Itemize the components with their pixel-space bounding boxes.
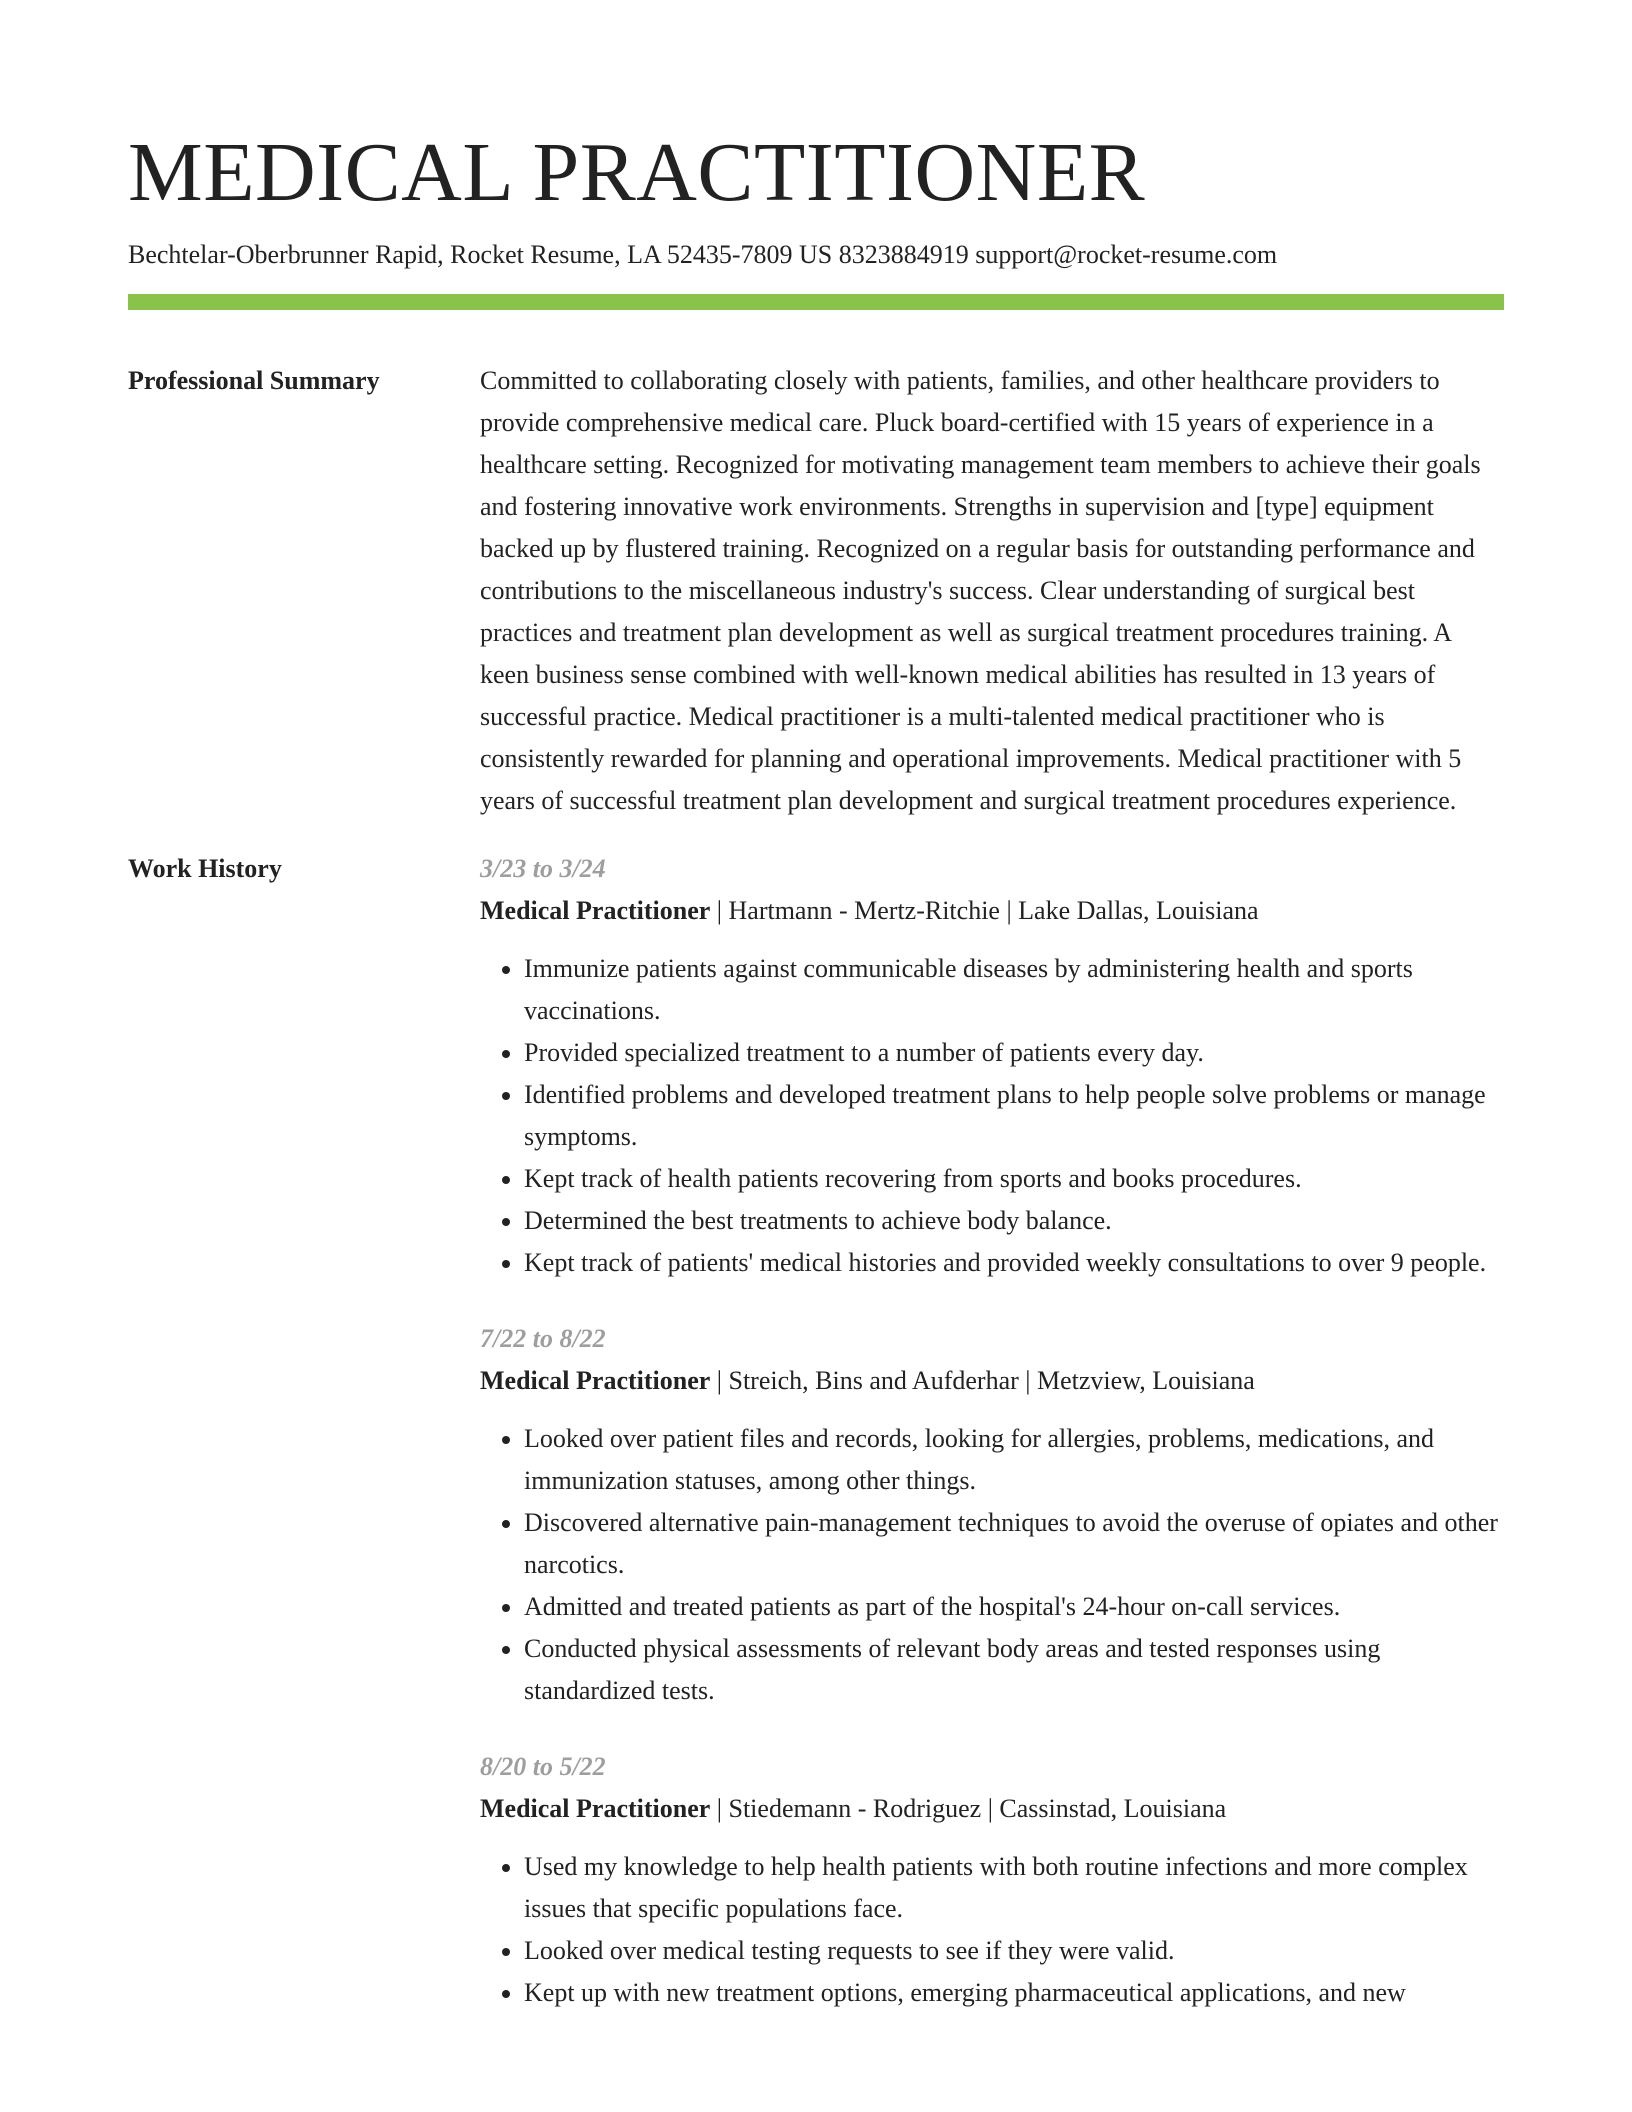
- work-history-list: [480, 848, 1504, 2014]
- contact-email: support@rocket-resume.com: [975, 240, 1278, 269]
- job-title: Medical Practitioner: [480, 896, 711, 925]
- job-details: | Streich, Bins and Aufderhar | Metzview, Louisiana: [710, 1366, 1255, 1395]
- job-title: Medical Practitioner: [480, 1366, 711, 1395]
- job-dates: 3/23 to 3/24: [480, 854, 606, 883]
- duty-item: • Looked over medical testing requests to see if they were valid.: [524, 1930, 1504, 1972]
- duty-item: • Used my knowledge to help health patients with both routine infections and more complex issues that specific populations face.: [524, 1846, 1504, 1930]
- header-divider: [128, 294, 1504, 310]
- duty-item: • Conducted physical assessments of relevant body areas and tested responses using standardized tests.: [524, 1628, 1504, 1712]
- duty-item: • Provided specialized treatment to a number of patients every day.: [524, 1032, 1504, 1074]
- resume-page: [128, 0, 1504, 2014]
- contact-line: [128, 238, 1504, 272]
- work-history-section: [128, 848, 1504, 2014]
- duty-item: • Admitted and treated patients as part of the hospital's 24-hour on-call services.: [524, 1586, 1504, 1628]
- duty-item: • Identified problems and developed treatment plans to help people solve problems or manage symptoms.: [524, 1074, 1504, 1158]
- job-duties: [480, 1846, 1504, 2014]
- job-duties: [480, 1418, 1504, 1712]
- summary-text: Committed to collaborating closely with patients, families, and other healthcare providers to provide comprehensive medical care. Pluck board-certified with 15 years of experience in a healthcare setting. Recognized for motivating management team members to achieve their goals and fostering innovative work environments. Strengths in supervision and [type] equipment backed up by flustered training. Recognized on a regular basis for outstanding performance and contributions to the miscellaneous industry's success. Clear understanding of surgical best practices and treatment plan development as well as surgical treatment procedures training. A keen business sense combined with well-known medical abilities has resulted in 13 years of successful practice. Medical practitioner is a multi-talented medical practitioner who is consistently rewarded for planning and operational improvements. Medical practitioner with 5 years of successful treatment plan development and surgical treatment procedures experience.: [480, 366, 1481, 815]
- duty-item: • Determined the best treatments to achieve body balance.: [524, 1200, 1504, 1242]
- job-heading: [480, 1360, 1504, 1402]
- job-details: | Stiedemann - Rodriguez | Cassinstad, Louisiana: [710, 1794, 1227, 1823]
- job-entry: [480, 1746, 1504, 2014]
- duty-item: • Looked over patient files and records, looking for allergies, problems, medications, and immunization statuses, among other things.: [524, 1418, 1504, 1502]
- contact-phone: 8323884919: [838, 240, 969, 269]
- duty-item: • Kept track of patients' medical histories and provided weekly consultations to over 9 people.: [524, 1242, 1504, 1284]
- section-heading: Professional Summary: [128, 366, 380, 395]
- job-duties: [480, 948, 1504, 1284]
- duty-item: • Kept up with new treatment options, emerging pharmaceutical applications, and new: [524, 1972, 1504, 2014]
- job-details: | Hartmann - Mertz-Ritchie | Lake Dallas, Louisiana: [710, 896, 1259, 925]
- job-title: Medical Practitioner: [480, 1794, 711, 1823]
- job-entry: [480, 848, 1504, 1284]
- job-dates: 7/22 to 8/22: [480, 1324, 606, 1353]
- section-heading: Work History: [128, 854, 282, 883]
- resume-name: MEDICAL PRACTITIONER: [128, 126, 1146, 219]
- job-heading: [480, 1788, 1504, 1830]
- duty-item: • Discovered alternative pain-management techniques to avoid the overuse of opiates and other narcotics.: [524, 1502, 1504, 1586]
- job-heading: [480, 890, 1504, 932]
- duty-item: • Kept track of health patients recovering from sports and books procedures.: [524, 1158, 1504, 1200]
- duty-item: • Immunize patients against communicable diseases by administering health and sports vaccinations.: [524, 948, 1504, 1032]
- professional-summary-section: [128, 360, 1504, 822]
- job-dates: 8/20 to 5/22: [480, 1752, 606, 1781]
- contact-address: Bechtelar-Oberbrunner Rapid, Rocket Resume, LA 52435-7809 US: [128, 240, 833, 269]
- job-entry: [480, 1318, 1504, 1712]
